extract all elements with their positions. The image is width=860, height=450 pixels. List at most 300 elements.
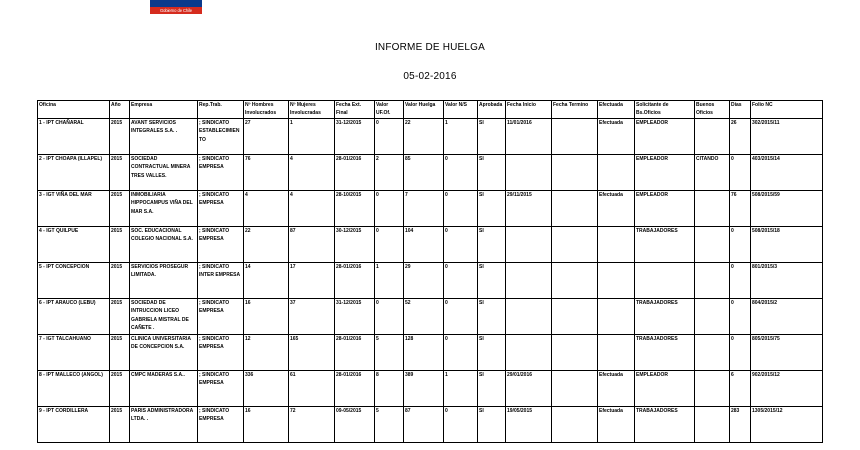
cell-text: 4 <box>290 156 293 162</box>
table-cell <box>506 263 552 299</box>
table-cell <box>552 371 598 407</box>
table-cell <box>478 335 506 371</box>
table-cell <box>552 335 598 371</box>
table-cell <box>244 191 289 227</box>
table-cell <box>375 191 404 227</box>
cell-text: 804/2015/2 <box>752 300 778 306</box>
cell-text: 52 <box>405 300 411 306</box>
cell-text: 1 - IPT CHAÑARAL <box>39 120 84 126</box>
table-cell <box>289 119 335 155</box>
table-cell <box>289 155 335 191</box>
cell-text: 0 <box>376 120 379 126</box>
table-cell <box>335 335 375 371</box>
table-cell <box>751 155 823 191</box>
table-cell <box>695 119 730 155</box>
column-header: Solicitante de Bs.Oficios <box>635 101 695 119</box>
table-cell <box>444 191 478 227</box>
cell-text: TRABAJADORES <box>636 408 678 414</box>
table-cell <box>110 227 130 263</box>
table-cell <box>635 299 695 335</box>
table-cell <box>375 371 404 407</box>
table-cell <box>38 371 110 407</box>
table-cell <box>38 407 110 443</box>
table-cell <box>198 227 244 263</box>
cell-text: 27 <box>245 120 251 126</box>
cell-text: 0 <box>376 228 379 234</box>
cell-text: 16 <box>245 408 251 414</box>
cell-text: 0 <box>731 336 734 342</box>
table-row <box>38 155 823 191</box>
cell-text: EMPLEADOR <box>636 156 668 162</box>
table-cell <box>335 407 375 443</box>
table-cell <box>751 407 823 443</box>
cell-text: 0 <box>445 192 448 198</box>
cell-text: 128 <box>405 336 414 342</box>
cell-text: 28-01/2016 <box>336 336 362 342</box>
cell-text: 3 - IGT VIÑA DEL MAR <box>39 192 92 198</box>
table-cell <box>375 227 404 263</box>
table-cell <box>552 191 598 227</box>
cell-text: 17 <box>290 264 296 270</box>
table-row <box>38 299 823 335</box>
cell-text: SI <box>479 192 484 198</box>
table-row <box>38 335 823 371</box>
table-cell <box>198 335 244 371</box>
table-cell <box>695 407 730 443</box>
table-cell <box>478 407 506 443</box>
cell-text: EMPLEADOR <box>636 372 668 378</box>
table-cell <box>751 191 823 227</box>
cell-text: CMPC MADERAS S.A.. <box>131 372 185 378</box>
cell-text: SI <box>479 120 484 126</box>
table-cell <box>444 371 478 407</box>
cell-text: 29 <box>405 264 411 270</box>
cell-text: CLINICA UNIVERSITARIA DE CONCEPCION S.A. <box>131 336 191 351</box>
table-cell <box>198 407 244 443</box>
table-cell <box>110 263 130 299</box>
cell-text: SI <box>479 336 484 342</box>
table-cell <box>244 263 289 299</box>
table-cell <box>335 299 375 335</box>
cell-text: 8 <box>376 372 379 378</box>
cell-text: SI <box>479 156 484 162</box>
cell-text: 26 <box>731 120 737 126</box>
cell-text: 2 <box>376 156 379 162</box>
table-cell <box>244 227 289 263</box>
government-logo <box>150 0 202 14</box>
table-cell <box>335 227 375 263</box>
cell-text: 902/2015/12 <box>752 372 780 378</box>
cell-text: 0 <box>731 228 734 234</box>
cell-text: 2015 <box>111 228 123 234</box>
cell-text: 2015 <box>111 156 123 162</box>
table-cell <box>552 299 598 335</box>
cell-text: Efectuada <box>599 372 623 378</box>
table-row <box>38 263 823 299</box>
column-header: Fecha Termino <box>552 101 598 119</box>
cell-text: SOC. EDUCACIONAL COLEGIO NACIONAL S.A. <box>131 228 193 243</box>
table-cell <box>198 119 244 155</box>
table-cell <box>335 119 375 155</box>
table-cell <box>478 227 506 263</box>
table-cell <box>552 407 598 443</box>
cell-text: 5 - IPT CONCEPCION <box>39 264 90 270</box>
cell-text: 2015 <box>111 336 123 342</box>
table-cell <box>444 335 478 371</box>
table-cell <box>130 371 198 407</box>
cell-text: 1 <box>290 120 293 126</box>
table-cell <box>506 335 552 371</box>
table-cell <box>289 191 335 227</box>
table-row <box>38 119 823 155</box>
cell-text: 28-01/2016 <box>336 156 362 162</box>
column-header: Aprobada <box>478 101 506 119</box>
table-cell <box>244 155 289 191</box>
table-cell <box>38 299 110 335</box>
cell-text: ; SINDICATO EMPRESA <box>199 192 230 207</box>
cell-text: 31-12/2015 <box>336 120 362 126</box>
table-cell <box>506 371 552 407</box>
table-cell <box>730 191 751 227</box>
table-cell <box>130 335 198 371</box>
table-cell <box>38 155 110 191</box>
cell-text: SI <box>479 300 484 306</box>
table-cell <box>635 191 695 227</box>
cell-text: ; SINDICATO EMPRESA <box>199 228 230 243</box>
cell-text: 508/2015/59 <box>752 192 780 198</box>
table-cell <box>38 191 110 227</box>
table-cell <box>751 227 823 263</box>
cell-text: ; SINDICATO INTER EMPRESA <box>199 264 241 279</box>
table-cell <box>404 407 444 443</box>
cell-text: 6 <box>731 372 734 378</box>
table-cell <box>375 299 404 335</box>
table-cell <box>289 371 335 407</box>
table-cell <box>130 263 198 299</box>
table-cell <box>375 155 404 191</box>
cell-text: INMOBILIARIA HIPPOCAMPUS VIÑA DEL MAR S.A. <box>131 192 193 215</box>
table-row <box>38 371 823 407</box>
cell-text: 30-12/2015 <box>336 228 362 234</box>
cell-text: Efectuada <box>599 192 623 198</box>
table-cell <box>130 299 198 335</box>
table-cell <box>198 155 244 191</box>
column-header: Nº Hombres Involucrados <box>244 101 289 119</box>
column-header: Buenos Oficios <box>695 101 730 119</box>
table-cell <box>130 191 198 227</box>
column-header: Valor UF.Of. <box>375 101 404 119</box>
cell-text: 22 <box>405 120 411 126</box>
table-cell <box>598 191 635 227</box>
table-cell <box>404 335 444 371</box>
table-cell <box>110 371 130 407</box>
table-cell <box>404 119 444 155</box>
cell-text: 7 - IGT TALCAHUANO <box>39 336 91 342</box>
cell-text: 0 <box>445 156 448 162</box>
table-cell <box>38 263 110 299</box>
table-cell <box>198 299 244 335</box>
cell-text: SI <box>479 228 484 234</box>
table-cell <box>289 299 335 335</box>
report-title: INFORME DE HUELGA <box>374 42 486 53</box>
cell-text: 85 <box>405 156 411 162</box>
column-header: Valor Huelga <box>404 101 444 119</box>
table-cell <box>635 407 695 443</box>
table-cell <box>404 155 444 191</box>
cell-text: 5 <box>376 336 379 342</box>
report-date: 05-02-2016 <box>403 71 457 82</box>
table-cell <box>598 407 635 443</box>
table-cell <box>444 263 478 299</box>
cell-text: 19/05/2015 <box>507 408 533 414</box>
cell-text: TRABAJADORES <box>636 336 678 342</box>
table-cell <box>244 335 289 371</box>
table-cell <box>751 263 823 299</box>
table-cell <box>478 299 506 335</box>
cell-text: 2015 <box>111 120 123 126</box>
cell-text: 16 <box>245 300 251 306</box>
table-cell <box>552 263 598 299</box>
cell-text: 801/2015/3 <box>752 264 778 270</box>
cell-text: CITANDO <box>696 156 719 162</box>
table-cell <box>335 191 375 227</box>
cell-text: 0 <box>445 264 448 270</box>
cell-text: EMPLEADOR <box>636 120 668 126</box>
cell-text: 8 - IPT MALLECO (ANGOL) <box>39 372 103 378</box>
table-cell <box>444 299 478 335</box>
table-cell <box>730 155 751 191</box>
cell-text: 0 <box>731 156 734 162</box>
table-cell <box>375 335 404 371</box>
cell-text: 11/01/2016 <box>507 120 532 126</box>
cell-text: 403/2015/14 <box>752 156 780 162</box>
table-row <box>38 407 823 443</box>
column-header: Nº Mujeres Involucradas <box>289 101 335 119</box>
cell-text: 12 <box>245 336 251 342</box>
cell-text: 28-10/2015 <box>336 192 362 198</box>
table-cell <box>130 119 198 155</box>
table-cell <box>38 227 110 263</box>
cell-text: 2015 <box>111 372 123 378</box>
cell-text: 72 <box>290 408 296 414</box>
table-cell <box>335 263 375 299</box>
table-cell <box>695 155 730 191</box>
table-cell <box>506 155 552 191</box>
cell-text: ; SINDICATO EMPRESA <box>199 408 230 423</box>
cell-text: ; SINDICATO ESTABLECIMIENTO <box>199 120 240 143</box>
table-cell <box>110 407 130 443</box>
cell-text: 2015 <box>111 408 123 414</box>
cell-text: SOCIEDAD CONTRACTUAL MINERA TRES VALLES. <box>131 156 191 179</box>
table-cell <box>244 119 289 155</box>
table-cell <box>552 155 598 191</box>
table-cell <box>751 299 823 335</box>
table-cell <box>695 227 730 263</box>
table-cell <box>598 155 635 191</box>
cell-text: 389 <box>405 372 414 378</box>
cell-text: 29/11/2015 <box>507 192 532 198</box>
logo-text: Gobierno de Chile <box>159 8 193 13</box>
cell-text: 336 <box>245 372 254 378</box>
table-cell <box>404 191 444 227</box>
column-header: Rep.Trab. <box>198 101 244 119</box>
table-header-row <box>38 101 823 119</box>
table-cell <box>110 299 130 335</box>
cell-text: 2015 <box>111 192 123 198</box>
cell-text: 76 <box>245 156 251 162</box>
table-cell <box>335 371 375 407</box>
table-cell <box>444 407 478 443</box>
table-cell <box>506 191 552 227</box>
table-cell <box>130 407 198 443</box>
table-cell <box>110 119 130 155</box>
cell-text: TRABAJADORES <box>636 300 678 306</box>
cell-text: 0 <box>731 300 734 306</box>
cell-text: 4 <box>245 192 248 198</box>
cell-text: 28-01/2016 <box>336 264 362 270</box>
cell-text: 1 <box>445 372 448 378</box>
cell-text: 76 <box>731 192 737 198</box>
cell-text: SOCIEDAD DE INTRUCCION LICEO GABRIELA MISTRAL DE CAÑETE . <box>131 300 189 331</box>
table-cell <box>289 263 335 299</box>
cell-text: 5 <box>376 408 379 414</box>
table-cell <box>635 119 695 155</box>
cell-text: 09-05/2015 <box>336 408 362 414</box>
cell-text: PARIS ADMINISTRADORA LTDA. . <box>131 408 194 423</box>
table-cell <box>404 263 444 299</box>
table-cell <box>198 263 244 299</box>
table-cell <box>730 299 751 335</box>
cell-text: SI <box>479 264 484 270</box>
table-cell <box>478 155 506 191</box>
table-cell <box>635 371 695 407</box>
column-header: Folio NC <box>751 101 823 119</box>
table-cell <box>444 227 478 263</box>
table-cell <box>552 119 598 155</box>
column-header: Empresa <box>130 101 198 119</box>
cell-text: 28-01/2016 <box>336 372 362 378</box>
table-cell <box>506 227 552 263</box>
cell-text: 508/2015/18 <box>752 228 780 234</box>
table-cell <box>244 371 289 407</box>
table-cell <box>751 371 823 407</box>
cell-text: 1305/2015/12 <box>752 408 783 414</box>
table-cell <box>635 263 695 299</box>
cell-text: 0 <box>445 300 448 306</box>
table-cell <box>38 119 110 155</box>
table-cell <box>635 155 695 191</box>
cell-text: 0 <box>376 300 379 306</box>
table-cell <box>130 155 198 191</box>
table-cell <box>110 335 130 371</box>
table-cell <box>598 335 635 371</box>
table-cell <box>695 335 730 371</box>
table-cell <box>110 191 130 227</box>
table-cell <box>198 191 244 227</box>
table-row <box>38 191 823 227</box>
cell-text: Efectuada <box>599 408 623 414</box>
cell-text: AVANT SERVICIOS INTEGRALES S.A. . <box>131 120 178 135</box>
column-header: Días <box>730 101 751 119</box>
table-cell <box>198 371 244 407</box>
table-cell <box>730 263 751 299</box>
logo-blue-band <box>150 0 202 7</box>
cell-text: 302/2015/11 <box>752 120 780 126</box>
table-cell <box>130 227 198 263</box>
table-cell <box>635 335 695 371</box>
column-header: Fecha Inicio <box>506 101 552 119</box>
table-cell <box>695 263 730 299</box>
table-cell <box>478 119 506 155</box>
cell-text: 87 <box>405 408 411 414</box>
table-cell <box>506 299 552 335</box>
table-cell <box>375 263 404 299</box>
table-cell <box>730 335 751 371</box>
cell-text: EMPLEADOR <box>636 192 668 198</box>
cell-text: 0 <box>445 228 448 234</box>
cell-text: 0 <box>376 192 379 198</box>
table-cell <box>598 227 635 263</box>
table-cell <box>695 371 730 407</box>
table-cell <box>244 299 289 335</box>
table-cell <box>751 335 823 371</box>
table-cell <box>244 407 289 443</box>
table-row <box>38 227 823 263</box>
table-cell <box>289 227 335 263</box>
table-cell <box>404 299 444 335</box>
cell-text: 37 <box>290 300 296 306</box>
table-cell <box>478 191 506 227</box>
cell-text: 2 - IPT CHOAPA (ILLAPEL) <box>39 156 103 162</box>
table-cell <box>695 299 730 335</box>
cell-text: 31-12/2015 <box>336 300 362 306</box>
table-cell <box>598 119 635 155</box>
table-cell <box>751 119 823 155</box>
column-header: Fecha Ext. Final <box>335 101 375 119</box>
table-cell <box>730 371 751 407</box>
cell-text: 7 <box>405 192 408 198</box>
table-cell <box>110 155 130 191</box>
cell-text: Efectuada <box>599 120 623 126</box>
table-cell <box>598 299 635 335</box>
cell-text: 1 <box>376 264 379 270</box>
cell-text: 283 <box>731 408 740 414</box>
table-cell <box>635 227 695 263</box>
table-cell <box>730 407 751 443</box>
column-header: Valor N/S <box>444 101 478 119</box>
cell-text: ; SINDICATO EMPRESA <box>199 300 230 315</box>
cell-text: 29/01/2016 <box>507 372 533 378</box>
table-cell <box>598 263 635 299</box>
table-cell <box>444 155 478 191</box>
cell-text: 0 <box>445 336 448 342</box>
cell-text: SI <box>479 408 484 414</box>
cell-text: 61 <box>290 372 296 378</box>
table-cell <box>478 263 506 299</box>
table-cell <box>695 191 730 227</box>
cell-text: SI <box>479 372 484 378</box>
table-cell <box>404 227 444 263</box>
cell-text: 4 - IGT QUILPUE <box>39 228 79 234</box>
cell-text: 165 <box>290 336 299 342</box>
cell-text: 0 <box>731 264 734 270</box>
cell-text: ; SINDICATO EMPRESA <box>199 336 230 351</box>
cell-text: 9 - IPT CORDILLERA <box>39 408 89 414</box>
table-cell <box>506 119 552 155</box>
strike-report-table <box>37 100 823 443</box>
cell-text: 1 <box>445 120 448 126</box>
cell-text: 2015 <box>111 300 123 306</box>
